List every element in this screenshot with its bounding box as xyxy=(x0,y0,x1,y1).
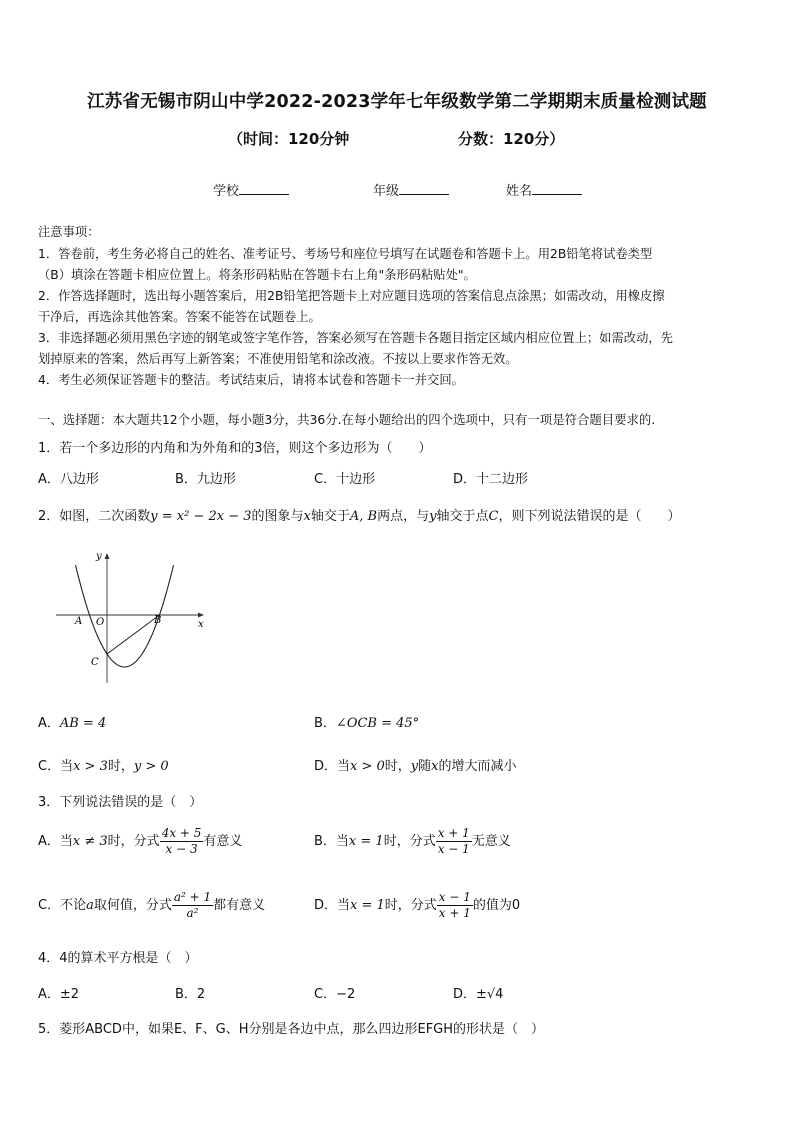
fraction-numerator: x − 1 xyxy=(438,890,471,904)
axis-x-label: x xyxy=(198,619,204,630)
q3-option-c-text: 都有意义 xyxy=(213,898,266,913)
q2-option-b xyxy=(314,712,419,731)
q2-function: y = x² − 2x − 3 xyxy=(150,509,252,524)
grade-field xyxy=(373,180,449,199)
q2-y-var: y xyxy=(429,509,437,524)
school-label: 学校 xyxy=(213,184,240,199)
q2-stem-text: ，则下列说法错误的是（ ） xyxy=(498,509,681,524)
q3-option-b-fraction xyxy=(436,826,472,857)
grade-label: 年级 xyxy=(373,184,400,199)
question-4-stem: 4．4的算术平方根是（ ） xyxy=(38,951,198,966)
notes-line: 2．作答选择题时，选出每小题答案后，用2B铅笔把答题卡上对应题目选项的答案信息点涂黑；如需改动，用橡皮擦 xyxy=(38,289,665,303)
x-axis-arrow xyxy=(198,613,204,618)
q3-option-c-text: 取何值，分式 xyxy=(93,898,172,913)
fraction-denominator: x − 3 xyxy=(165,842,198,856)
parabola-figure xyxy=(52,545,212,685)
q4-option-d: D．±√4 xyxy=(453,987,504,1002)
q2-stem-text: 轴交于 xyxy=(310,509,350,524)
axis-y-label: y xyxy=(96,551,102,562)
question-5-stem: 5．菱形ABCD中，如果E、F、G、H分别是各边中点，那么四边形EFGH的形状是（ ） xyxy=(38,1022,545,1037)
q2-x-var: x xyxy=(303,509,311,524)
q2-option-b-expr: ∠OCB = 45° xyxy=(335,716,420,731)
point-c-label: C xyxy=(91,657,99,668)
exam-time: （时间：120分钟 xyxy=(228,130,350,148)
q2-option-b-label: B． xyxy=(314,716,336,731)
q3-option-b-cond: x = 1 xyxy=(348,834,384,849)
school-blank xyxy=(239,182,289,195)
q3-option-a-text: 时，分式 xyxy=(107,834,160,849)
y-axis-arrow xyxy=(105,553,110,559)
q3-option-d-text: D．当 xyxy=(314,898,351,913)
q4-option-a: A．±2 xyxy=(38,987,80,1002)
fraction-denominator: x − 1 xyxy=(437,842,470,856)
q2-option-a-label: A． xyxy=(38,716,60,731)
q3-option-b-text: 无意义 xyxy=(471,834,511,849)
q2-option-d-text: 时， xyxy=(384,759,411,774)
exam-score: 分数：120分） xyxy=(458,130,565,148)
q2-option-d-text: D．当 xyxy=(314,759,351,774)
q3-option-c-text: C．不论 xyxy=(38,898,87,913)
q3-option-a-fraction xyxy=(160,826,204,857)
question-3-stem: 3．下列说法错误的是（ ） xyxy=(38,795,203,810)
notes-line: （B）填涂在答题卡相应位置上。将条形码粘贴在答题卡右上角"条形码粘贴处"。 xyxy=(38,268,476,282)
q3-option-a-text: 有意义 xyxy=(203,834,243,849)
q2-option-c-text: 时， xyxy=(107,759,134,774)
notes-line: 4．考生必须保证答题卡的整洁。考试结束后，请将本试卷和答题卡一并交回。 xyxy=(38,373,464,387)
section-heading: 一、选择题：本大题共12个小题，每小题3分，共36分.在每小题给出的四个选项中，只有一项是符合题目要求的. xyxy=(38,412,656,427)
fraction-denominator: a² xyxy=(186,906,199,920)
q3-option-d xyxy=(314,890,520,921)
q2-option-d xyxy=(314,755,517,774)
q2-point-c: C xyxy=(488,509,499,524)
notes-line: 1．答卷前，考生务必将自己的姓名、准考证号、考场号和座位号填写在试题卷和答题卡上。用2B铅笔将试卷类型 xyxy=(38,247,653,261)
question-2-stem xyxy=(38,505,680,524)
fraction-numerator: 4x + 5 xyxy=(161,826,202,840)
fraction-denominator: x + 1 xyxy=(438,906,471,920)
q1-option-a: A．八边形 xyxy=(38,472,99,487)
q3-option-a-text: A．当 xyxy=(38,834,73,849)
q2-option-d-y: y xyxy=(410,759,419,774)
q2-stem-text: 两点，与 xyxy=(377,509,430,524)
q2-option-d-text: 的增大而减小 xyxy=(438,759,517,774)
q2-option-a xyxy=(38,712,106,731)
q3-option-a-cond: x ≠ 3 xyxy=(72,834,108,849)
notes-heading: 注意事项： xyxy=(38,225,100,239)
fraction-numerator: x + 1 xyxy=(437,826,470,840)
q2-stem-text: 2．如图，二次函数 xyxy=(38,509,151,524)
q3-option-b-text: 时，分式 xyxy=(383,834,436,849)
point-a-label: A xyxy=(75,616,83,627)
q2-option-c-text: C．当 xyxy=(38,759,74,774)
q3-option-b xyxy=(314,826,511,857)
q3-option-d-fraction xyxy=(437,890,473,921)
point-b-label: B xyxy=(154,615,162,626)
notes-line: 划掉原来的答案，然后再写上新答案；不准使用铅笔和涂改液。不按以上要求作答无效。 xyxy=(38,352,518,366)
q3-option-a xyxy=(38,826,242,857)
q3-option-c xyxy=(38,890,265,921)
name-blank xyxy=(532,182,582,195)
q1-option-c: C．十边形 xyxy=(314,472,376,487)
name-field xyxy=(506,180,582,199)
q2-stem-text: 轴交于点 xyxy=(436,509,489,524)
q1-option-d: D．十二边形 xyxy=(453,472,529,487)
q3-option-d-cond: x = 1 xyxy=(350,898,385,913)
q3-option-c-var: a xyxy=(86,898,94,913)
q3-option-d-text: 的值为0 xyxy=(472,898,521,913)
q3-option-b-text: B．当 xyxy=(314,834,349,849)
q2-option-d-x: x xyxy=(431,759,439,774)
q2-stem-text: 的图象与 xyxy=(251,509,304,524)
q3-option-c-fraction xyxy=(172,890,213,921)
q4-option-b: B．2 xyxy=(175,987,206,1002)
origin-label: O xyxy=(96,617,105,628)
notes-line: 干净后，再选涂其他答案。答案不能答在试题卷上。 xyxy=(38,310,321,324)
school-field xyxy=(213,180,289,199)
q3-option-d-text: 时，分式 xyxy=(384,898,437,913)
q4-option-c: C．−2 xyxy=(314,987,356,1002)
notes-line: 3．非选择题必须用黑色字迹的钢笔或签字笔作答，答案必须写在答题卡各题目指定区域内相应位置上；如需改动，先 xyxy=(38,331,673,345)
q2-option-d-cond: x > 0 xyxy=(350,759,385,774)
q2-option-c xyxy=(38,755,169,774)
q2-option-d-text: 随 xyxy=(418,759,432,774)
name-label: 姓名 xyxy=(506,184,533,199)
grade-blank xyxy=(399,182,449,195)
q2-option-c-result: y > 0 xyxy=(133,759,169,774)
q2-option-c-cond: x > 3 xyxy=(73,759,108,774)
fraction-numerator: a² + 1 xyxy=(173,890,212,904)
q2-points-ab: A, B xyxy=(349,509,378,524)
q1-option-b: B．九边形 xyxy=(175,472,236,487)
page-title: 江苏省无锡市阴山中学2022-2023学年七年级数学第二学期期末质量检测试题 xyxy=(87,92,707,112)
question-1-stem: 1．若一个多边形的内角和为外角和的3倍，则这个多边形为（ ） xyxy=(38,441,432,456)
q2-option-a-expr: AB = 4 xyxy=(59,716,107,731)
